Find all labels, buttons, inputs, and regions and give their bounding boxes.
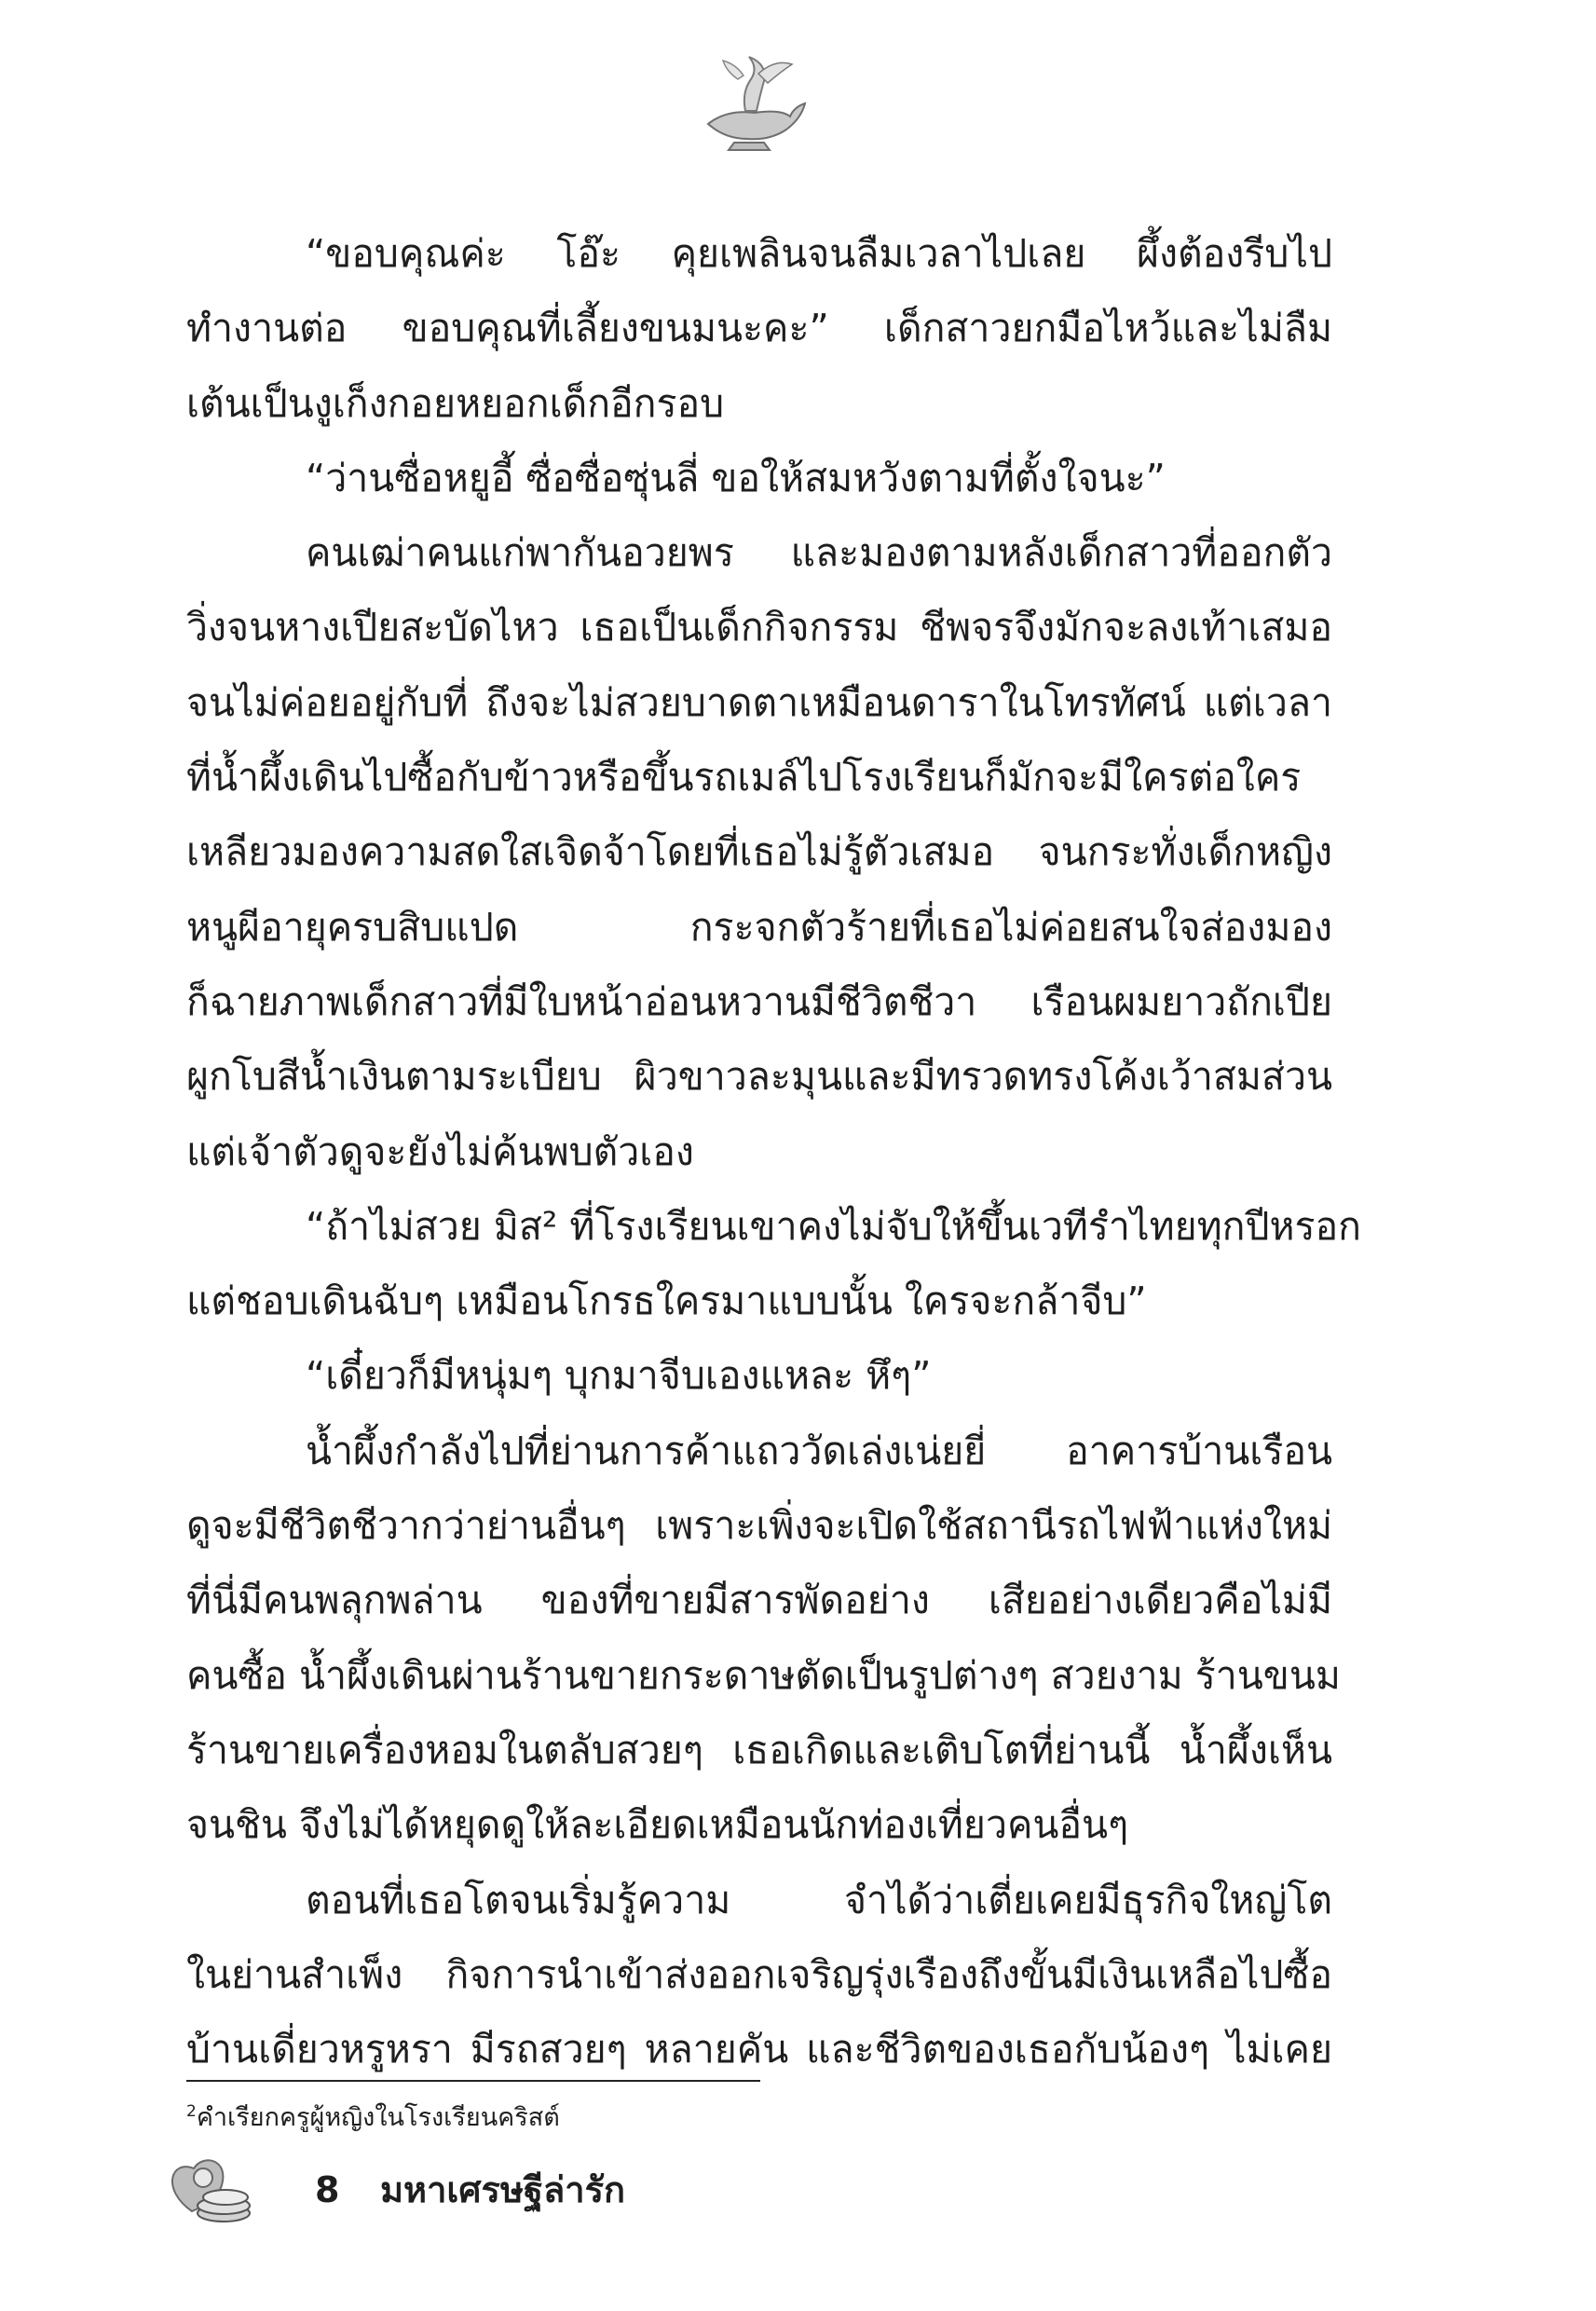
text-line: จนชิน จึงไม่ได้หยุดดูให้ละเอียดเหมือนนักท่องเที่ยวคนอื่นๆ [186,1802,1129,1848]
text-line: วิ่งจนหางเปียสะบัดไหว เธอเป็นเด็กกิจกรรม ชีพจรจึงมักจะลงเท้าเสมอ [186,605,1332,650]
footnote [186,2093,560,2137]
text-line: เต้นเป็นงูเก็งกอยหยอกเด็กอีกรอบ [186,380,725,426]
text-line: “ถ้าไม่สวย มิส² ที่โรงเรียนเขาคงไม่จับให้ขึ้นเวทีรำไทยทุกปีหรอก [306,1203,1361,1249]
text-line: “ขอบคุณค่ะ โอ๊ะ คุยเพลินจนลืมเวลาไปเลย ผึ้งต้องรีบไป [306,231,1332,276]
coins-heart-icon [164,2146,257,2230]
text-line: น้ำผึ้งกำลังไปที่ย่านการค้าแถววัดเล่งเน่ยยี่ อาคารบ้านเรือน [306,1428,1332,1473]
text-line: เหลียวมองความสดใสเจิดจ้าโดยที่เธอไม่รู้ตัวเสมอ จนกระทั่งเด็กหญิง [186,829,1332,875]
text-line: ก็ฉายภาพเด็กสาวที่มีใบหน้าอ่อนหวานมีชีวิตชีวา เรือนผมยาวถักเปีย [186,978,1332,1024]
text-line: ในย่านสำเพ็ง กิจการนำเข้าส่งออกเจริญรุ่งเรืองถึงขั้นมีเงินเหลือไปซื้อ [186,1951,1332,1997]
footnote-mark: 2 [186,2102,197,2121]
body-text [186,216,1361,2086]
text-line: คนซื้อ น้ำผึ้งเดินผ่านร้านขายกระดาษตัดเป็นรูปต่างๆ สวยงาม ร้านขนม [186,1652,1341,1698]
text-line: ร้านขายเครื่องหอมในตลับสวยๆ เธอเกิดและเติบโตที่ย่านนี้ น้ำผึ้งเห็น [186,1727,1332,1772]
text-line: ผูกโบสีน้ำเงินตามระเบียบ ผิวขาวละมุนและมีทรวดทรงโค้งเว้าสมส่วน [186,1054,1332,1100]
text-line: บ้านเดี่ยวหรูหรา มีรถสวยๆ หลายคัน และชีวิตของเธอกับน้องๆ ไม่เคย [186,2027,1332,2072]
text-line: คนเฒ่าคนแก่พากันอวยพร และมองตามหลังเด็กสาวที่ออกตัว [306,530,1332,576]
text-line: “ว่านซื่อหยูอี้ ซื่อซื่อซุ่นลี่ ขอให้สมหวังตามที่ตั้งใจนะ” [306,455,1166,500]
page-number: 8 [315,2169,340,2210]
book-title: มหาเศรษฐีล่ารัก [380,2169,626,2210]
text-line: ตอนที่เธอโตจนเริ่มรู้ความ จำได้ว่าเตี่ยเคยมีธุรกิจใหญ่โต [306,1877,1332,1922]
footnote-text: คำเรียกครูผู้หญิงในโรงเรียนคริสต์ [196,2103,560,2132]
text-line: “เดี๋ยวก็มีหนุ่มๆ บุกมาจีบเองแหละ หึๆ” [306,1353,932,1399]
text-line: แต่ชอบเดินฉับๆ เหมือนโกรธใครมาแบบนั้น ใครจะกล้าจีบ” [186,1279,1147,1324]
magic-lamp-ornament [689,51,811,154]
text-line: จนไม่ค่อยอยู่กับที่ ถึงจะไม่สวยบาดตาเหมือนดาราในโทรทัศน์ แต่เวลา [186,679,1332,725]
text-line: ทำงานต่อ ขอบคุณที่เลี้ยงขนมนะคะ” เด็กสาวยกมือไหว้และไม่ลืม [186,306,1332,351]
text-line: ที่นี่มีคนพลุกพล่าน ของที่ขายมีสารพัดอย่าง เสียอย่างเดียวคือไม่มี [186,1578,1332,1623]
text-line: หนูผีอายุครบสิบแปด กระจกตัวร้ายที่เธอไม่ค่อยสนใจส่องมอง [186,904,1332,950]
text-line: ดูจะมีชีวิตชีวากว่าย่านอื่นๆ เพราะเพิ่งจะเปิดใช้สถานีรถไฟฟ้าแห่งใหม่ [186,1503,1332,1549]
text-line: ที่น้ำผึ้งเดินไปซื้อกับข้าวหรือขึ้นรถเมล์ไปโรงเรียนก็มักจะมีใครต่อใคร [186,755,1302,800]
text-line: แต่เจ้าตัวดูจะยังไม่ค้นพบตัวเอง [186,1128,694,1174]
footnote-divider [186,2080,760,2082]
